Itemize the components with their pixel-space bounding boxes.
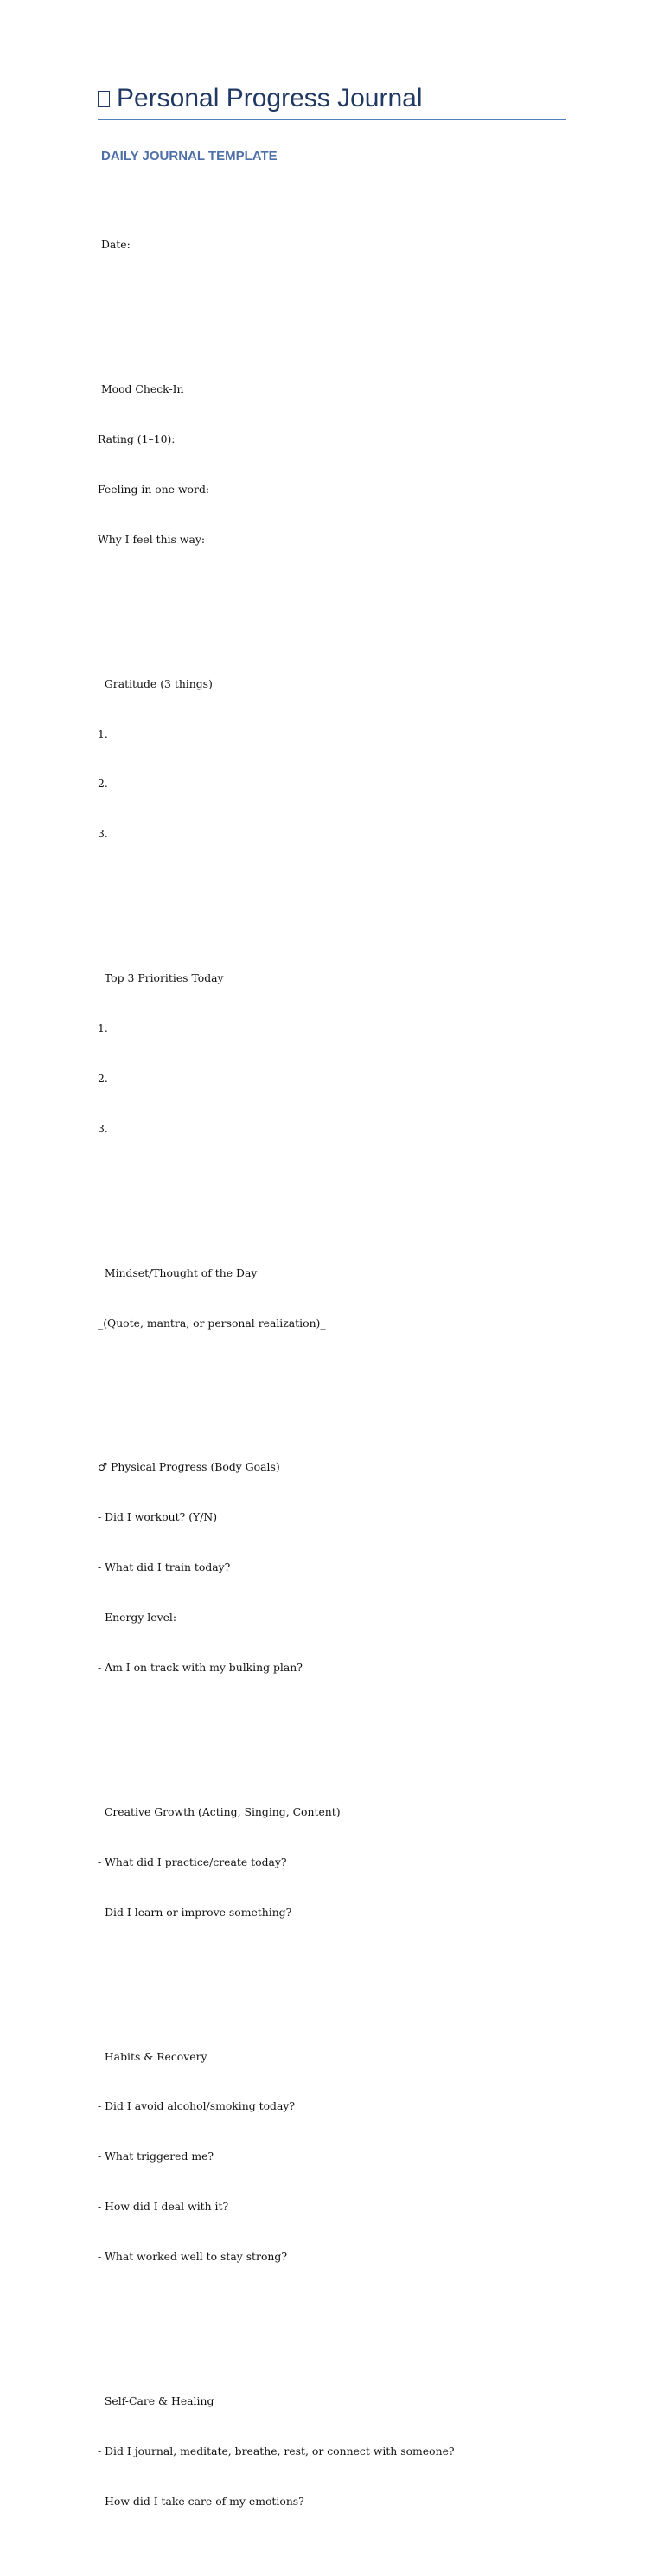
selfcare-question-1: - Did I journal, meditate, breathe, rest, or connect with someone? bbox=[98, 2444, 455, 2457]
habits-question-2: - What triggered me? bbox=[98, 2150, 214, 2163]
priorities-section bbox=[98, 937, 566, 1170]
creative-question-2: - Did I learn or improve something? bbox=[98, 1905, 292, 1919]
mood-why: Why I feel this way: bbox=[98, 532, 206, 546]
habits-question-4: - What worked well to stay strong? bbox=[98, 2250, 287, 2264]
mindset-section bbox=[98, 1231, 566, 1364]
gratitude-item-1: 1. bbox=[98, 727, 108, 740]
date-label: Date: bbox=[98, 238, 131, 252]
physical-question-3: - Energy level: bbox=[98, 1611, 177, 1624]
gratitude-heading: Gratitude (3 things) bbox=[98, 676, 213, 690]
selfcare-question-2: - How did I take care of my emotions? bbox=[98, 2494, 304, 2508]
mindset-heading: Mindset/Thought of the Day bbox=[98, 1266, 258, 1279]
physical-question-2: - What did I train today? bbox=[98, 1560, 231, 1574]
date-section bbox=[98, 203, 566, 286]
page-title bbox=[98, 83, 566, 120]
page-title-text: Personal Progress Journal bbox=[117, 84, 423, 112]
priorities-heading: Top 3 Priorities Today bbox=[98, 971, 224, 985]
mindset-hint: _(Quote, mantra, or personal realization)_ bbox=[98, 1316, 326, 1330]
priority-item-2: 2. bbox=[98, 1071, 108, 1085]
creative-question-1: - What did I practice/create today? bbox=[98, 1855, 287, 1868]
physical-section bbox=[98, 1426, 566, 1709]
mood-rating: Rating (1–10): bbox=[98, 432, 176, 445]
gratitude-item-2: 2. bbox=[98, 777, 108, 791]
creative-heading: Creative Growth (Acting, Singing, Content) bbox=[98, 1804, 341, 1818]
mood-word: Feeling in one word: bbox=[98, 482, 210, 496]
physical-question-4: - Am I on track with my bulking plan? bbox=[98, 1661, 303, 1675]
priority-item-1: 1. bbox=[98, 1022, 108, 1035]
gratitude-item-3: 3. bbox=[98, 827, 108, 841]
gratitude-section bbox=[98, 642, 566, 875]
physical-question-1: - Did I workout? (Y/N) bbox=[98, 1510, 218, 1524]
mood-section bbox=[98, 347, 566, 580]
habits-section bbox=[98, 2015, 566, 2298]
template-heading: DAILY JOURNAL TEMPLATE bbox=[101, 149, 278, 163]
mood-heading: Mood Check-In bbox=[98, 382, 184, 396]
document-page bbox=[98, 83, 566, 2576]
selfcare-section bbox=[98, 2359, 566, 2542]
creative-section bbox=[98, 1770, 566, 1953]
priority-item-3: 3. bbox=[98, 1121, 108, 1135]
missing-glyph-icon bbox=[98, 91, 110, 107]
habits-question-3: - How did I deal with it? bbox=[98, 2200, 229, 2214]
habits-question-1: - Did I avoid alcohol/smoking today? bbox=[98, 2099, 296, 2113]
selfcare-heading: Self-Care & Healing bbox=[98, 2394, 214, 2407]
physical-heading: ♂ Physical Progress (Body Goals) bbox=[98, 1460, 280, 1474]
habits-heading: Habits & Recovery bbox=[98, 2049, 208, 2063]
